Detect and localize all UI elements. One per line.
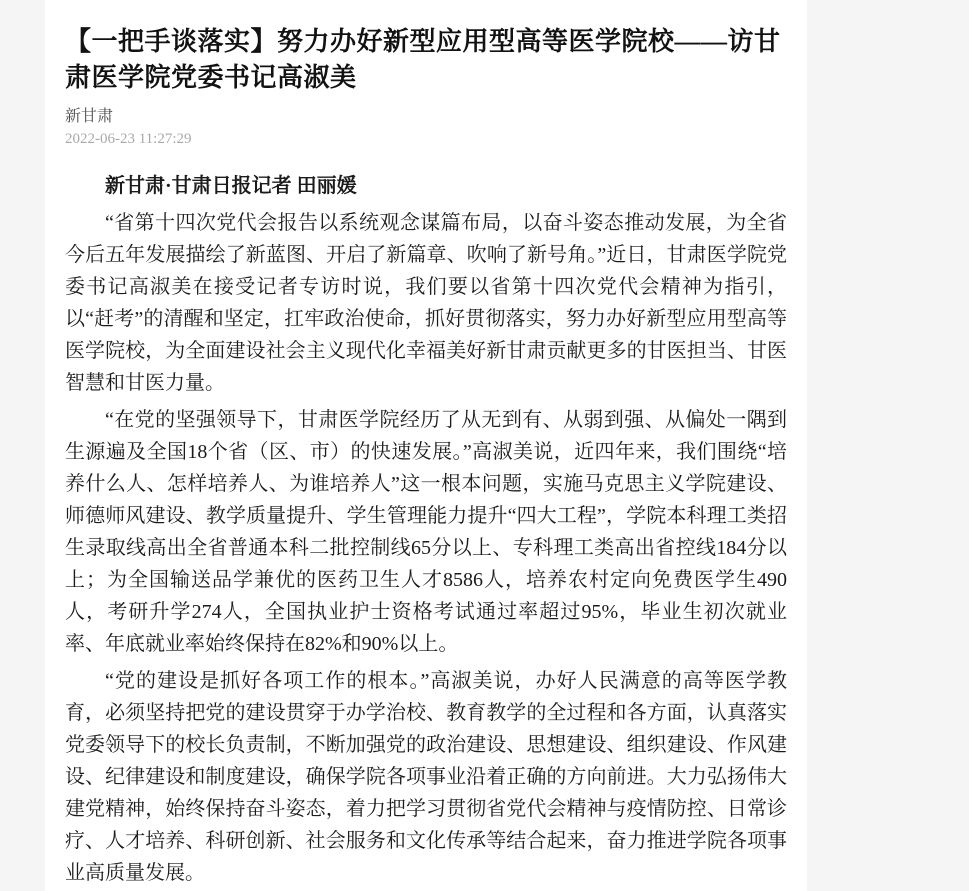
article-body (65, 170, 787, 889)
article-paragraph-2: “在党的坚强领导下，甘肃医学院经历了从无到有、从弱到强、从偏处一隅到生源遍及全国18个省（区、市）的快速发展。”高淑美说，近四年来，我们围绕“培养什么人、怎样培养人、为谁培养人”这一根本问题，实施马克思主义学院建设、师德师风建设、教学质量提升、学生管理能力提升“四大工程”，学院本科理工类招生录取线高出全省普通本科二批控制线65分以上、专科理工类高出省控线184分以上；为全国输送品学兼优的医药卫生人才8586人，培养农村定向免费医学生490人，考研升学274人，全国执业护士资格考试通过率超过95%，毕业生初次就业率、年底就业率始终保持在82%和90%以上。 (65, 409, 787, 655)
article-paragraph-3: “党的建设是抓好各项工作的根本。”高淑美说，办好人民满意的高等医学教育，必须坚持把党的建设贯穿于办学治校、教育教学的全过程和各方面，认真落实党委领导下的校长负责制，不断加强党的政治建设、思想建设、组织建设、作风建设、纪律建设和制度建设，确保学院各项事业沿着正确的方向前进。大力弘扬伟大建党精神，始终保持奋斗姿态，着力把学习贯彻省党代会精神与疫情防控、日常诊疗、人才培养、科研创新、社会服务和文化传承等结合起来，奋力推进学院各项事业高质量发展。 (65, 670, 787, 884)
article-meta (65, 106, 787, 150)
article-content (45, 0, 807, 891)
article-source: 新甘肃 (65, 108, 114, 125)
article-byline: 新甘肃·甘肃日报记者 田丽媛 (105, 175, 357, 197)
article-paragraph-1: “省第十四次党代会报告以系统观念谋篇布局，以奋斗姿态推动发展，为全省今后五年发展描绘了新蓝图、开启了新篇章、吹响了新号角。”近日，甘肃医学院党委书记高淑美在接受记者专访时说，我们要以省第十四次党代会精神为指引，以“赶考”的清醒和坚定，扛牢政治使命，抓好贯彻落实，努力办好新型应用型高等医学院校，为全面建设社会主义现代化幸福美好新甘肃贡献更多的甘医担当、甘医智慧和甘医力量。 (65, 212, 787, 394)
article-title: 【一把手谈落实】努力办好新型应用型高等医学院校——访甘肃医学院党委书记高淑美 (65, 27, 781, 92)
article-publish-datetime: 2022-06-23 11:27:29 (65, 131, 192, 147)
